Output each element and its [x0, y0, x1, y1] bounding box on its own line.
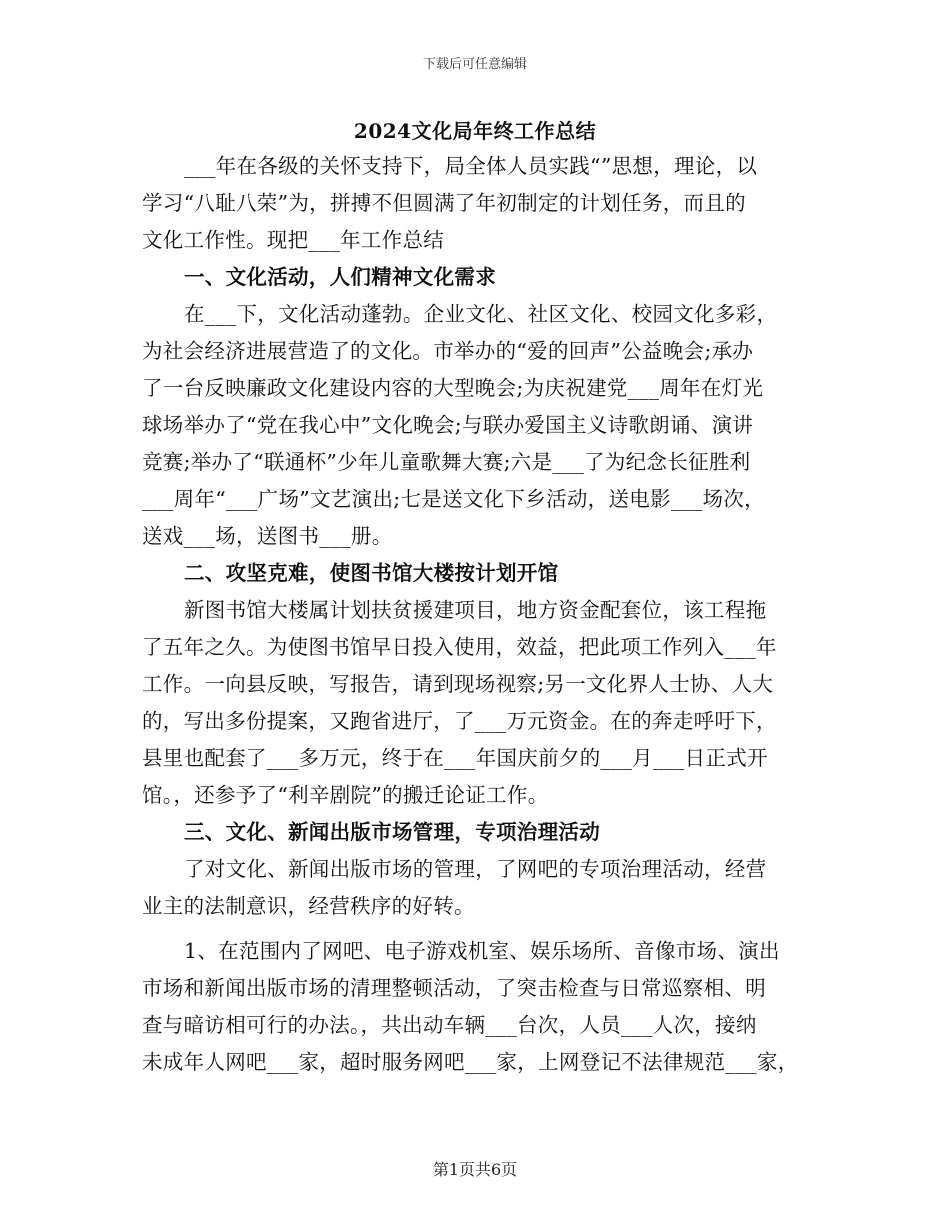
body-text-line: 1、在范围内了网吧、电子游戏机室、娱乐场所、音像市场、演出	[184, 939, 780, 963]
section-heading: 三、文化、新闻出版市场管理，专项治理活动	[184, 820, 600, 844]
body-text-line: 未成年人网吧___家，超时服务网吧___家，上网登记不法律规范___家，	[142, 1050, 799, 1074]
body-text-line: ___年在各级的关怀支持下，局全体人员实践“”思想，理论，以	[184, 154, 758, 178]
body-text-line: 了一台反映廉政文化建设内容的大型晚会;为庆祝建党___周年在灯光	[142, 376, 764, 400]
body-text-line: 查与暗访相可行的办法。，共出动车辆___台次，人员___人次，接纳	[142, 1013, 757, 1037]
body-text-line: 球场举办了“党在我心中”文化晚会;与联办爱国主义诗歌朗诵、演讲	[142, 413, 754, 437]
body-text-line: 的，写出多份提案，又跑省进厅，了___万元资金。在的奔走呼吁下，	[142, 709, 777, 733]
paragraph-gap	[142, 925, 817, 933]
document-body	[142, 148, 817, 1081]
body-text-line: 在___下，文化活动蓬勃。企业文化、社区文化、校园文化多彩，	[184, 302, 778, 326]
body-text-line: 业主的法制意识，经营秩序的好转。	[142, 894, 475, 918]
header-note: 下载后可任意编辑	[422, 57, 527, 72]
body-text-line: 了对文化、新闻出版市场的管理，了网吧的专项治理活动，经营	[184, 857, 767, 881]
section-heading: 一、文化活动，人们精神文化需求	[184, 265, 496, 289]
body-text-line: 市场和新闻出版市场的清理整顿活动，了突击检查与日常巡察相、明	[142, 976, 766, 1000]
body-text-line: 竞赛;举办了“联通杯”少年儿童歌舞大赛;六是___了为纪念长征胜利	[142, 450, 751, 474]
body-text-line: 文化工作性。现把___年工作总结	[142, 228, 445, 252]
document-title: 2024文化局年终工作总结	[353, 119, 597, 143]
body-text-line: 学习“八耻八荣”为，拼搏不但圆满了年初制定的计划任务，而且的	[142, 191, 746, 215]
body-text-line: 为社会经济进展营造了的文化。市举办的“爱的回声”公益晚会;承办	[142, 339, 754, 363]
body-text-line: 送戏___场，送图书___册。	[142, 524, 393, 548]
body-text-line: 新图书馆大楼属计划扶贫援建项目，地方资金配套位，该工程拖	[184, 598, 767, 622]
section-heading: 二、攻坚克难，使图书馆大楼按计划开馆	[184, 561, 559, 585]
page-number-footer: 第1页共6页	[432, 1160, 518, 1179]
body-text-line: 工作。一向县反映，写报告，请到现场视察;另一文化界人士协、人大	[142, 672, 774, 696]
body-text-line: 了五年之久。为使图书馆早日投入使用，效益，把此项工作列入___年	[142, 635, 777, 659]
body-text-line: 县里也配套了___多万元，终于在___年国庆前夕的___月___日正式开	[142, 746, 768, 770]
body-text-line: ___周年“___广场”文艺演出;七是送文化下乡活动，送电影___场次，	[142, 487, 765, 511]
body-text-line: 馆。，还参予了“利辛剧院”的搬迁论证工作。	[142, 783, 549, 807]
